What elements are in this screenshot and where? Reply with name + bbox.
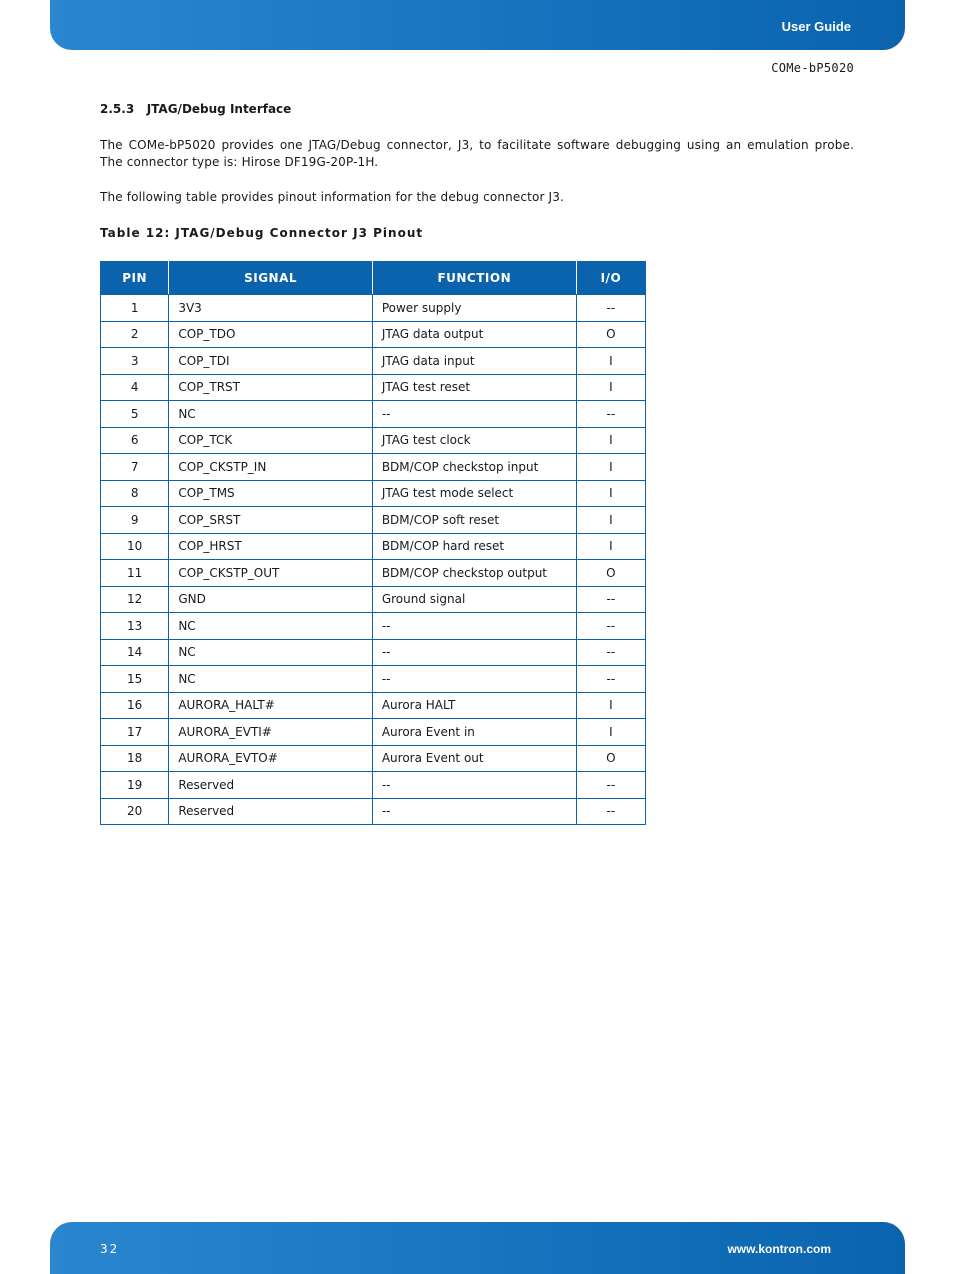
table-intro-paragraph: The following table provides pinout information for the debug connector J3. — [100, 190, 564, 204]
signal-cell: AURORA_EVTI# — [169, 719, 373, 746]
pin-cell: 19 — [101, 772, 169, 799]
pin-cell: 18 — [101, 745, 169, 772]
pin-cell: 4 — [101, 374, 169, 401]
io-cell: -- — [576, 772, 645, 799]
header-function: FUNCTION — [372, 262, 576, 295]
signal-cell: COP_CKSTP_OUT — [169, 560, 373, 587]
pinout-table — [100, 261, 646, 825]
function-cell: JTAG test clock — [372, 427, 576, 454]
pin-cell: 1 — [101, 295, 169, 322]
io-cell: O — [576, 321, 645, 348]
table-row — [101, 321, 646, 348]
signal-cell: COP_TCK — [169, 427, 373, 454]
table-row — [101, 772, 646, 799]
function-cell: BDM/COP checkstop output — [372, 560, 576, 587]
signal-cell: NC — [169, 666, 373, 693]
io-cell: I — [576, 374, 645, 401]
pin-cell: 11 — [101, 560, 169, 587]
signal-cell: COP_TDI — [169, 348, 373, 375]
pin-cell: 20 — [101, 798, 169, 825]
function-cell: JTAG test reset — [372, 374, 576, 401]
table-row — [101, 586, 646, 613]
table-row — [101, 427, 646, 454]
table-row — [101, 348, 646, 375]
function-cell: JTAG test mode select — [372, 480, 576, 507]
function-cell: JTAG data input — [372, 348, 576, 375]
page-number: 32 — [100, 1242, 120, 1256]
io-cell: -- — [576, 613, 645, 640]
table-row — [101, 666, 646, 693]
io-cell: I — [576, 533, 645, 560]
pin-cell: 8 — [101, 480, 169, 507]
pin-cell: 5 — [101, 401, 169, 428]
io-cell: I — [576, 454, 645, 481]
table-row — [101, 295, 646, 322]
io-cell: -- — [576, 639, 645, 666]
function-cell: BDM/COP hard reset — [372, 533, 576, 560]
function-cell: BDM/COP soft reset — [372, 507, 576, 534]
signal-cell: COP_TMS — [169, 480, 373, 507]
section-heading: 2.5.3 JTAG/Debug Interface — [100, 102, 292, 116]
function-cell: Aurora Event out — [372, 745, 576, 772]
pin-cell: 12 — [101, 586, 169, 613]
signal-cell: NC — [169, 401, 373, 428]
table-row — [101, 507, 646, 534]
signal-cell: COP_TRST — [169, 374, 373, 401]
signal-cell: COP_TDO — [169, 321, 373, 348]
function-cell: Aurora HALT — [372, 692, 576, 719]
signal-cell: 3V3 — [169, 295, 373, 322]
table-row — [101, 798, 646, 825]
header-io: I/O — [576, 262, 645, 295]
pin-cell: 16 — [101, 692, 169, 719]
signal-cell: Reserved — [169, 772, 373, 799]
io-cell: I — [576, 427, 645, 454]
table-row — [101, 745, 646, 772]
io-cell: O — [576, 745, 645, 772]
header-pin: PIN — [101, 262, 169, 295]
table-body — [101, 295, 646, 825]
function-cell: -- — [372, 613, 576, 640]
table-row — [101, 454, 646, 481]
table-row — [101, 719, 646, 746]
function-cell: -- — [372, 798, 576, 825]
table-header-row — [101, 262, 646, 295]
pin-cell: 15 — [101, 666, 169, 693]
pin-cell: 7 — [101, 454, 169, 481]
signal-cell: AURORA_EVTO# — [169, 745, 373, 772]
header-title: User Guide — [781, 19, 851, 34]
function-cell: -- — [372, 401, 576, 428]
website-link[interactable]: www.kontron.com — [727, 1242, 831, 1256]
signal-cell: AURORA_HALT# — [169, 692, 373, 719]
table-row — [101, 533, 646, 560]
function-cell: Power supply — [372, 295, 576, 322]
pin-cell: 3 — [101, 348, 169, 375]
table-row — [101, 374, 646, 401]
io-cell: -- — [576, 295, 645, 322]
header-signal: SIGNAL — [169, 262, 373, 295]
io-cell: -- — [576, 798, 645, 825]
io-cell: I — [576, 692, 645, 719]
signal-cell: NC — [169, 613, 373, 640]
table-row — [101, 480, 646, 507]
io-cell: I — [576, 348, 645, 375]
pin-cell: 13 — [101, 613, 169, 640]
pin-cell: 10 — [101, 533, 169, 560]
io-cell: -- — [576, 666, 645, 693]
function-cell: Ground signal — [372, 586, 576, 613]
pin-cell: 2 — [101, 321, 169, 348]
table-caption: Table 12: JTAG/Debug Connector J3 Pinout — [100, 226, 424, 240]
io-cell: O — [576, 560, 645, 587]
function-cell: -- — [372, 666, 576, 693]
io-cell: -- — [576, 586, 645, 613]
function-cell: BDM/COP checkstop input — [372, 454, 576, 481]
table-row — [101, 639, 646, 666]
io-cell: I — [576, 480, 645, 507]
function-cell: -- — [372, 639, 576, 666]
io-cell: I — [576, 507, 645, 534]
table-row — [101, 613, 646, 640]
io-cell: -- — [576, 401, 645, 428]
signal-cell: COP_SRST — [169, 507, 373, 534]
intro-paragraph: The COMe-bP5020 provides one JTAG/Debug connector, J3, to facilitate software debugging using an emulation probe. The connector type is: Hirose DF19G-20P-1H. — [100, 138, 854, 169]
pin-cell: 9 — [101, 507, 169, 534]
pin-cell: 6 — [101, 427, 169, 454]
table-row — [101, 401, 646, 428]
pin-cell: 17 — [101, 719, 169, 746]
function-cell: JTAG data output — [372, 321, 576, 348]
table-row — [101, 692, 646, 719]
signal-cell: COP_CKSTP_IN — [169, 454, 373, 481]
signal-cell: GND — [169, 586, 373, 613]
function-cell: -- — [372, 772, 576, 799]
io-cell: I — [576, 719, 645, 746]
document-id: COMe-bP5020 — [771, 61, 854, 75]
signal-cell: NC — [169, 639, 373, 666]
signal-cell: COP_HRST — [169, 533, 373, 560]
table-row — [101, 560, 646, 587]
pin-cell: 14 — [101, 639, 169, 666]
function-cell: Aurora Event in — [372, 719, 576, 746]
signal-cell: Reserved — [169, 798, 373, 825]
header-bar — [50, 0, 905, 50]
